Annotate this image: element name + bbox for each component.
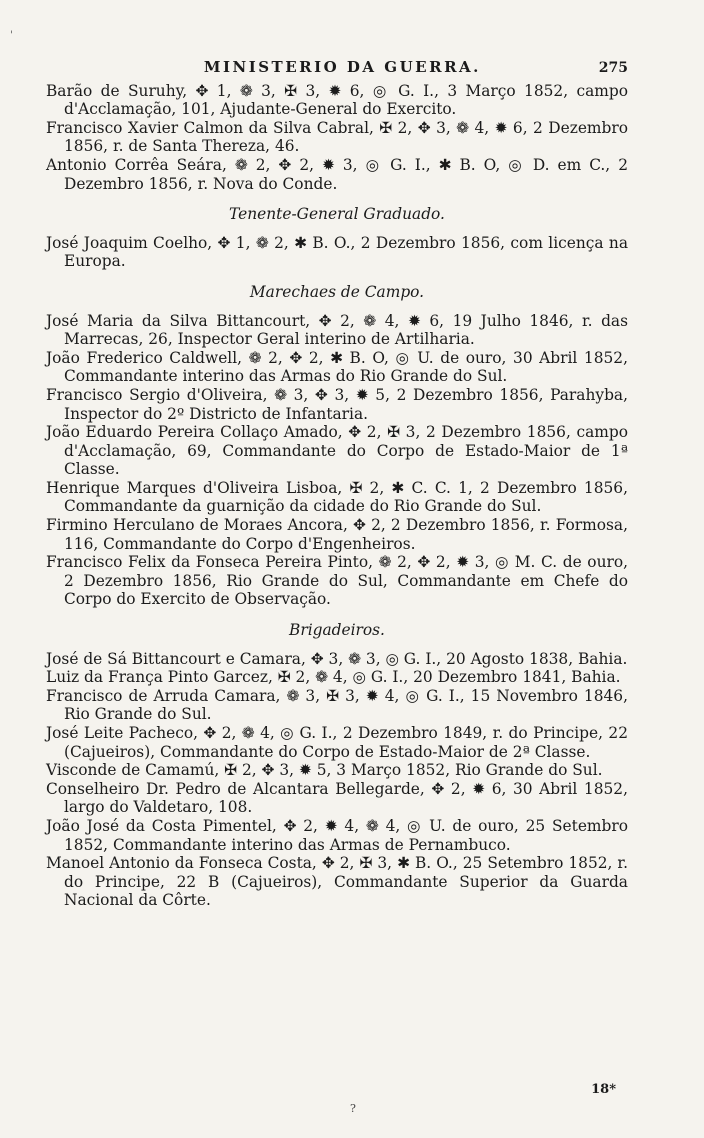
list-item: Francisco Felix da Fonseca Pereira Pinto, ❁ 2, ✥ 2, ✹ 3, ◎ M. C. de ouro, 2 Dezembro 1856, Rio Grande do Sul, Commandante em Chefe do Corpo do Exercito de Observação. [46,553,628,609]
list-item: Barão de Suruhy, ✥ 1, ❁ 3, ✠ 3, ✹ 6, ◎ G. I., 3 Março 1852, campo d'Acclamação, 101, Ajudante-General do Exercito. [46,81,628,119]
document-page [46,58,628,910]
section-heading-marechaes: Marechaes de Campo. [249,282,425,301]
list-item: Antonio Corrêa Seára, ❁ 2, ✥ 2, ✹ 3, ◎ G. I., ✱ B. O, ◎ D. em C., 2 Dezembro 1856, r. Nova do Conde. [46,155,628,193]
list-item: Firmino Herculano de Moraes Ancora, ✥ 2, 2 Dezembro 1856, r. Formosa, 116, Commandante do Corpo d'Engenheiros. [46,516,628,553]
list-item: Conselheiro Dr. Pedro de Alcantara Bellegarde, ✥ 2, ✹ 6, 30 Abril 1852, largo do Valdetaro, 108. [46,779,628,817]
list-item: José Leite Pacheco, ✥ 2, ❁ 4, ◎ G. I., 2 Dezembro 1849, r. do Principe, 22 (Cajueiros), Commandante do Corpo de Estado-Maior de 2ª Classe. [46,724,628,761]
page-header [46,58,628,78]
page-title: MINISTERIO DA GUERRA. [203,58,481,76]
list-item: Francisco Sergio d'Oliveira, ❁ 3, ✥ 3, ✹ 5, 2 Dezembro 1856, Parahyba, Inspector do 2º Districto de Infantaria. [46,385,628,423]
list-item: Francisco Xavier Calmon da Silva Cabral, ✠ 2, ✥ 3, ❁ 4, ✹ 6, 2 Dezembro 1856, r. de Santa Thereza, 46. [46,118,628,156]
entries-tenente [46,234,628,271]
list-item: João José da Costa Pimentel, ✥ 2, ✹ 4, ❁ 4, ◎ U. de ouro, 25 Setembro 1852, Commandante interino das Armas de Pernambuco. [46,816,628,854]
entries-marechaes [46,312,628,610]
list-item: João Frederico Caldwell, ❁ 2, ✥ 2, ✱ B. O, ◎ U. de ouro, 30 Abril 1852, Commandante interino das Armas do Rio Grande do Sul. [46,348,628,386]
list-item: João Eduardo Pereira Collaço Amado, ✥ 2, ✠ 3, 2 Dezembro 1856, campo d'Acclamação, 69, Commandante do Corpo de Estado-Maior de 1ª Classe. [46,423,628,479]
list-item: José de Sá Bittancourt e Camara, ✥ 3, ❁ 3, ◎ G. I., 20 Agosto 1838, Bahia. [46,649,628,668]
list-item: José Joaquim Coelho, ✥ 1, ❁ 2, ✱ B. O., 2 Dezembro 1856, com licença na Europa. [46,233,628,271]
list-item: Luiz da França Pinto Garcez, ✠ 2, ❁ 4, ◎ G. I., 20 Dezembro 1841, Bahia. [46,668,621,687]
list-item: José Maria da Silva Bittancourt, ✥ 2, ❁ 4, ✹ 6, 19 Julho 1846, r. das Marrecas, 26, Inspector Geral interino de Artilharia. [46,311,628,349]
entries-brigadeiros [46,650,628,910]
printer-signature: 18* [591,1082,616,1097]
section-heading-tenente: Tenente-General Graduado. [229,205,445,224]
list-item: Visconde de Camamú, ✠ 2, ✥ 3, ✹ 5, 3 Março 1852, Rio Grande do Sul. [46,761,603,780]
page-number: 275 [598,60,628,76]
list-item: Francisco de Arruda Camara, ❁ 3, ✠ 3, ✹ 4, ◎ G. I., 15 Novembro 1846, Rio Grande do Sul. [46,686,628,724]
list-item: Manoel Antonio da Fonseca Costa, ✥ 2, ✠ 3, ✱ B. O., 25 Setembro 1852, r. do Principe, 22 B (Cajueiros), Commandante Superior da Guarda Nacional da Côrte. [46,854,628,910]
corner-mark: ' [10,30,13,41]
footer-mark: ? [350,1102,356,1115]
entries-top [46,82,628,194]
section-heading-brigadeiros: Brigadeiros. [289,621,385,640]
list-item: Henrique Marques d'Oliveira Lisboa, ✠ 2, ✱ C. C. 1, 2 Dezembro 1856, Commandante da guarnição da cidade do Rio Grande do Sul. [46,478,628,516]
